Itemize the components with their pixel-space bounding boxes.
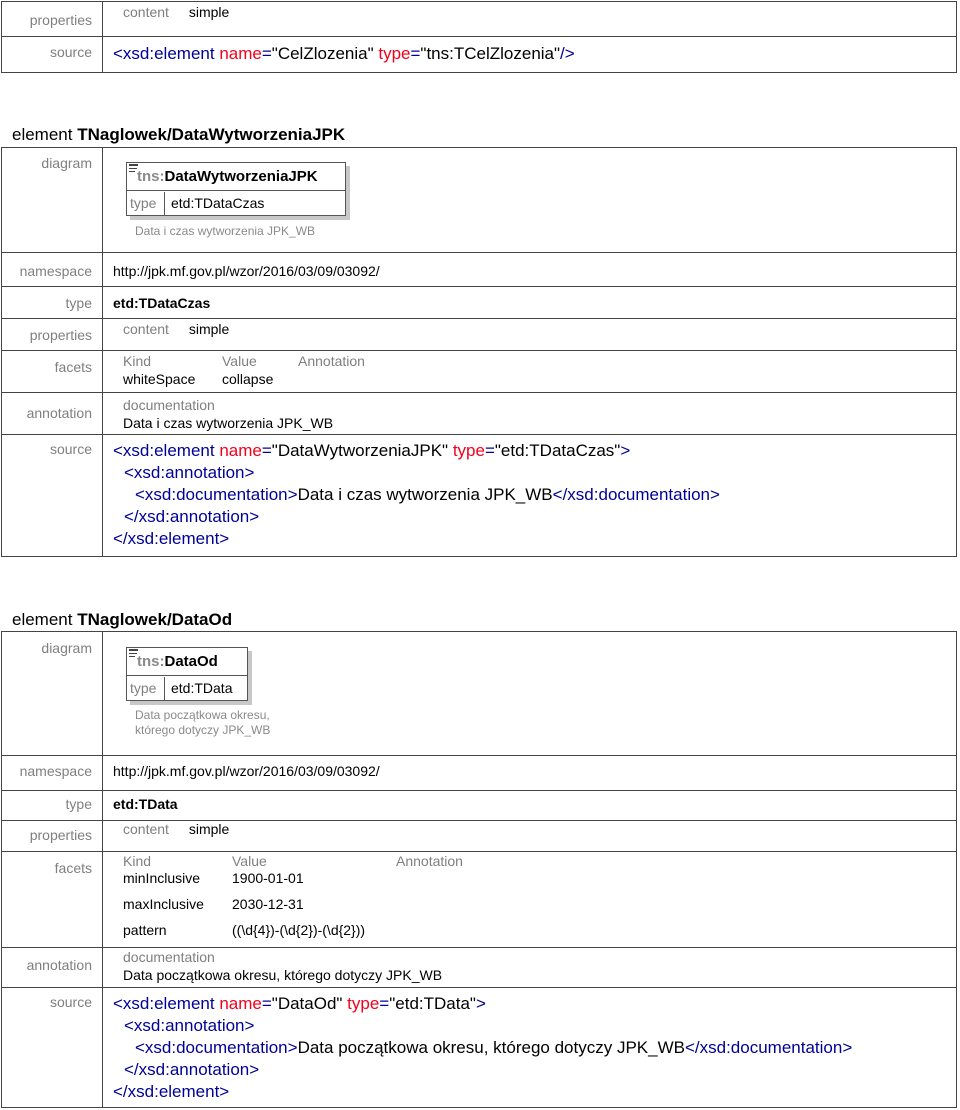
element-title: element TNaglowek/DataOd (12, 610, 233, 629)
annotation-label: annotation (26, 405, 92, 421)
annotation-row (2, 947, 956, 988)
source-code: <xsd:element name="CelZlozenia" type="tns:TCelZlozenia"/> (113, 44, 575, 63)
content-value: simple (188, 821, 230, 837)
facet-value: 2030-12-31 (232, 896, 304, 912)
properties-row (2, 318, 956, 351)
facets-label: facets (54, 359, 92, 375)
diagram-row (2, 148, 956, 252)
annotation-row (2, 392, 956, 435)
facets-header-kind: Kind (123, 353, 152, 369)
facets-row (2, 350, 956, 393)
element-block-dataod (1, 631, 957, 1108)
type-value: etd:TDataCzas (113, 295, 211, 311)
properties-row (2, 820, 956, 852)
documentation-text: Data początkowa okresu, którego dotyczy JPK_WB (123, 967, 443, 983)
facet-kind: whiteSpace (123, 371, 196, 387)
documentation-text: Data i czas wytworzenia JPK_WB (123, 415, 334, 431)
type-label: type (65, 796, 92, 812)
source-label: source (49, 44, 92, 60)
namespace-row (2, 252, 956, 287)
type-label: type (65, 295, 92, 311)
facets-row (2, 851, 956, 948)
facet-value: 1900-01-01 (232, 870, 304, 886)
diagram-label: diagram (41, 640, 92, 656)
documentation-label: documentation (123, 949, 215, 965)
facets-header-value: Value (232, 853, 267, 869)
annotation-label: annotation (26, 957, 92, 973)
element-diagram[interactable]: tns:DataWytworzeniaJPK type etd:TDataCzas (126, 162, 346, 216)
facets-header-value: Value (222, 353, 257, 369)
content-key: content (123, 4, 169, 20)
source-label: source (49, 994, 92, 1010)
source-row (2, 434, 956, 559)
documentation-label: documentation (123, 397, 215, 413)
namespace-row (2, 755, 956, 791)
source-label: source (49, 441, 92, 457)
content-key: content (123, 321, 169, 337)
properties-label: properties (29, 12, 92, 28)
top-element-block (1, 1, 957, 73)
content-value: simple (188, 321, 230, 337)
type-row (2, 286, 956, 319)
diagram-label: diagram (41, 155, 92, 171)
facet-value: collapse (222, 371, 274, 387)
element-diagram[interactable]: tns:DataOd type etd:TData (126, 647, 248, 701)
namespace-label: namespace (19, 263, 92, 279)
facets-header-annotation: Annotation (396, 853, 463, 869)
content-key: content (123, 821, 169, 837)
diagram-annotation: Data i czas wytworzenia JPK_WB (135, 224, 316, 238)
type-row (2, 790, 956, 821)
element-block-datawytworzeniajpk (1, 147, 957, 557)
source-code: <xsd:element name="DataWytworzeniaJPK" type="etd:TDataCzas"> <xsd:annotation> <xsd:documentation>Data i czas wytworzenia JPK_WB</xsd:documentation> </xsd:annotation> </xsd:element> (113, 441, 720, 548)
namespace-label: namespace (19, 763, 92, 779)
facet-value: ((\d{4})-(\d{2})-(\d{2})) (232, 922, 366, 938)
namespace-value: http://jpk.mf.gov.pl/wzor/2016/03/09/03092/ (113, 263, 380, 279)
facets-header-annotation: Annotation (298, 353, 365, 369)
properties-label: properties (29, 327, 92, 343)
source-code: <xsd:element name="DataOd" type="etd:TData"> <xsd:annotation> <xsd:documentation>Data początkowa okresu, którego dotyczy JPK_WB</xsd:documentation> </xsd:annotation> </xsd:element> (113, 994, 853, 1101)
facets-header-kind: Kind (123, 853, 152, 869)
type-value: etd:TData (113, 796, 178, 812)
facet-kind: minInclusive (123, 870, 201, 886)
diagram-annotation: Data początkowa okresu, którego dotyczy JPK_WB (135, 708, 271, 737)
source-row (2, 987, 956, 1110)
facets-label: facets (54, 860, 92, 876)
namespace-value: http://jpk.mf.gov.pl/wzor/2016/03/09/03092/ (113, 763, 380, 779)
diagram-row (2, 632, 956, 755)
facet-kind: pattern (123, 922, 167, 938)
element-title: element TNaglowek/DataWytworzeniaJPK (12, 125, 346, 144)
content-value: simple (188, 4, 230, 20)
source-row (2, 36, 956, 75)
facet-kind: maxInclusive (123, 896, 204, 912)
properties-label: properties (29, 827, 92, 843)
properties-row (2, 2, 956, 36)
